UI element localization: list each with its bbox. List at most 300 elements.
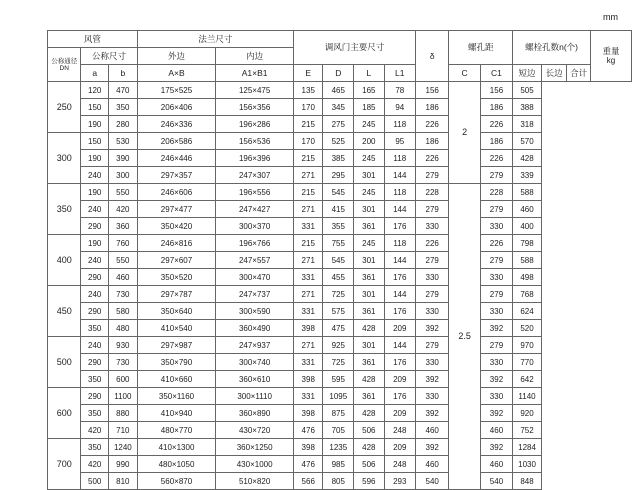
- data-cell: 95: [384, 133, 415, 150]
- data-cell: 295: [323, 167, 354, 184]
- data-cell: 361: [354, 303, 384, 320]
- data-cell: 500: [81, 473, 109, 490]
- data-cell: 360×490: [216, 320, 294, 337]
- data-cell: 420: [81, 422, 109, 439]
- delta-cell: 2: [449, 82, 480, 184]
- header-inner: 内边: [216, 48, 294, 65]
- data-cell: 460: [109, 269, 138, 286]
- data-cell: 297×607: [137, 252, 216, 269]
- data-cell: 206×586: [137, 133, 216, 150]
- data-cell: 361: [354, 388, 384, 405]
- data-cell: 550: [109, 252, 138, 269]
- table-row: [48, 150, 632, 167]
- data-cell: 247×557: [216, 252, 294, 269]
- table-row: [48, 201, 632, 218]
- C-cell: 186: [480, 99, 512, 116]
- data-cell: 185: [354, 99, 384, 116]
- data-cell: 118: [384, 184, 415, 201]
- data-cell: 350×790: [137, 354, 216, 371]
- table-row: [48, 371, 632, 388]
- data-cell: 331: [293, 269, 323, 286]
- C-cell: 540: [480, 473, 512, 490]
- header-A1xB1: A1×B1: [216, 65, 294, 82]
- C1-cell: 752: [513, 422, 542, 439]
- data-cell: 196×766: [216, 235, 294, 252]
- table-row: [48, 337, 632, 354]
- header-a: a: [81, 65, 109, 82]
- data-cell: 240: [81, 286, 109, 303]
- header-damper: 调风门主要尺寸: [293, 31, 415, 65]
- data-cell: 301: [354, 167, 384, 184]
- data-cell: 925: [323, 337, 354, 354]
- dn-cell: 500: [48, 337, 81, 388]
- data-cell: 880: [109, 405, 138, 422]
- C-cell: 460: [480, 422, 512, 439]
- data-cell: 1095: [323, 388, 354, 405]
- data-cell: 428: [354, 439, 384, 456]
- data-cell: 360×610: [216, 371, 294, 388]
- data-cell: 350×520: [137, 269, 216, 286]
- data-cell: 170: [293, 133, 323, 150]
- header-bolt-distance: 螺孔距: [449, 31, 513, 65]
- data-cell: 480: [109, 320, 138, 337]
- data-cell: 595: [323, 371, 354, 388]
- data-cell: 118: [384, 235, 415, 252]
- C-cell: 156: [480, 82, 512, 99]
- header-total: 合计: [567, 65, 591, 82]
- C1-cell: 400: [513, 218, 542, 235]
- data-cell: 226: [416, 235, 449, 252]
- data-cell: 545: [323, 184, 354, 201]
- data-cell: 144: [384, 201, 415, 218]
- table-row: [48, 473, 632, 490]
- header-flange: 法兰尺寸: [137, 31, 293, 48]
- data-cell: 428: [354, 371, 384, 388]
- data-cell: 190: [81, 235, 109, 252]
- data-cell: 810: [109, 473, 138, 490]
- data-cell: 350×420: [137, 218, 216, 235]
- header-E: E: [293, 65, 323, 82]
- data-cell: 297×357: [137, 167, 216, 184]
- data-cell: 430×1000: [216, 456, 294, 473]
- data-cell: 246×606: [137, 184, 216, 201]
- data-cell: 165: [354, 82, 384, 99]
- data-cell: 1240: [109, 439, 138, 456]
- header-L: L: [354, 65, 384, 82]
- data-cell: 480×770: [137, 422, 216, 439]
- data-cell: 1235: [323, 439, 354, 456]
- data-cell: 279: [416, 167, 449, 184]
- C-cell: 279: [480, 201, 512, 218]
- data-cell: 176: [384, 354, 415, 371]
- data-cell: 350: [109, 99, 138, 116]
- data-cell: 186: [416, 133, 449, 150]
- data-cell: 176: [384, 218, 415, 235]
- data-cell: 506: [354, 422, 384, 439]
- data-cell: 360×890: [216, 405, 294, 422]
- data-cell: 525: [323, 133, 354, 150]
- data-cell: 470: [109, 82, 138, 99]
- data-cell: 247×427: [216, 201, 294, 218]
- C-cell: 279: [480, 252, 512, 269]
- data-cell: 279: [416, 252, 449, 269]
- C1-cell: 428: [513, 150, 542, 167]
- data-cell: 94: [384, 99, 415, 116]
- header-C1: C1: [480, 65, 512, 82]
- data-cell: 190: [81, 150, 109, 167]
- data-cell: 331: [293, 388, 323, 405]
- data-cell: 410×540: [137, 320, 216, 337]
- data-cell: 301: [354, 201, 384, 218]
- data-cell: 297×987: [137, 337, 216, 354]
- data-cell: 580: [109, 303, 138, 320]
- C1-cell: 498: [513, 269, 542, 286]
- table-row: [48, 167, 632, 184]
- data-cell: 360×1250: [216, 439, 294, 456]
- C1-cell: 588: [513, 252, 542, 269]
- data-cell: 350: [81, 405, 109, 422]
- table-row: [48, 286, 632, 303]
- C1-cell: 388: [513, 99, 542, 116]
- data-cell: 300×590: [216, 303, 294, 320]
- data-cell: 475: [323, 320, 354, 337]
- table-row: [48, 218, 632, 235]
- data-cell: 392: [416, 405, 449, 422]
- data-cell: 125×475: [216, 82, 294, 99]
- data-cell: 215: [293, 184, 323, 201]
- data-cell: 875: [323, 405, 354, 422]
- data-cell: 540: [416, 473, 449, 490]
- data-cell: 156: [416, 82, 449, 99]
- data-cell: 301: [354, 337, 384, 354]
- data-cell: 476: [293, 456, 323, 473]
- data-cell: 1100: [109, 388, 138, 405]
- dn-cell: 400: [48, 235, 81, 286]
- C1-cell: 1030: [513, 456, 542, 473]
- data-cell: 398: [293, 371, 323, 388]
- data-cell: 200: [354, 133, 384, 150]
- data-cell: 506: [354, 456, 384, 473]
- data-cell: 206×406: [137, 99, 216, 116]
- table-row: [48, 405, 632, 422]
- C-cell: 330: [480, 354, 512, 371]
- data-cell: 480×1050: [137, 456, 216, 473]
- data-cell: 271: [293, 286, 323, 303]
- table-row: [48, 354, 632, 371]
- data-cell: 280: [109, 116, 138, 133]
- data-cell: 245: [354, 150, 384, 167]
- C-cell: 460: [480, 456, 512, 473]
- data-cell: 196×556: [216, 184, 294, 201]
- data-cell: 156×356: [216, 99, 294, 116]
- data-cell: 390: [109, 150, 138, 167]
- data-cell: 271: [293, 201, 323, 218]
- data-cell: 247×937: [216, 337, 294, 354]
- data-cell: 215: [293, 235, 323, 252]
- data-cell: 290: [81, 218, 109, 235]
- C-cell: 226: [480, 235, 512, 252]
- data-cell: 190: [81, 184, 109, 201]
- data-cell: 398: [293, 405, 323, 422]
- data-cell: 300×470: [216, 269, 294, 286]
- data-cell: 410×1300: [137, 439, 216, 456]
- C1-cell: 1140: [513, 388, 542, 405]
- data-cell: 150: [81, 99, 109, 116]
- data-cell: 279: [416, 337, 449, 354]
- C-cell: 279: [480, 337, 512, 354]
- data-cell: 725: [323, 354, 354, 371]
- data-cell: 350: [81, 320, 109, 337]
- C-cell: 330: [480, 218, 512, 235]
- data-cell: 247×307: [216, 167, 294, 184]
- data-cell: 300×740: [216, 354, 294, 371]
- data-cell: 135: [293, 82, 323, 99]
- data-cell: 430×720: [216, 422, 294, 439]
- data-cell: 215: [293, 150, 323, 167]
- data-cell: 226: [416, 150, 449, 167]
- C-cell: 226: [480, 150, 512, 167]
- data-cell: 460: [416, 422, 449, 439]
- header-AxB: A×B: [137, 65, 216, 82]
- table-row: [48, 422, 632, 439]
- data-cell: 392: [416, 371, 449, 388]
- data-cell: 209: [384, 439, 415, 456]
- table-row: [48, 439, 632, 456]
- table-row: [48, 184, 632, 201]
- data-cell: 290: [81, 303, 109, 320]
- dn-cell: 600: [48, 388, 81, 439]
- data-cell: 118: [384, 150, 415, 167]
- data-cell: 600: [109, 371, 138, 388]
- C-cell: 392: [480, 320, 512, 337]
- data-cell: 209: [384, 371, 415, 388]
- data-cell: 196×286: [216, 116, 294, 133]
- header-weight: 重量 kg: [590, 31, 631, 82]
- C1-cell: 848: [513, 473, 542, 490]
- data-cell: 566: [293, 473, 323, 490]
- data-cell: 290: [81, 354, 109, 371]
- data-cell: 575: [323, 303, 354, 320]
- C1-cell: 642: [513, 371, 542, 388]
- C-cell: 330: [480, 303, 512, 320]
- header-short: 短边: [513, 65, 542, 82]
- data-cell: 246×816: [137, 235, 216, 252]
- data-cell: 330: [416, 269, 449, 286]
- data-cell: 465: [323, 82, 354, 99]
- data-cell: 78: [384, 82, 415, 99]
- table-row: [48, 116, 632, 133]
- table-row: [48, 252, 632, 269]
- data-cell: 196×396: [216, 150, 294, 167]
- header-delta: δ: [416, 31, 449, 82]
- data-cell: 550: [109, 184, 138, 201]
- data-cell: 271: [293, 252, 323, 269]
- data-cell: 410×660: [137, 371, 216, 388]
- data-cell: 530: [109, 133, 138, 150]
- data-cell: 350×1160: [137, 388, 216, 405]
- data-cell: 990: [109, 456, 138, 473]
- data-cell: 248: [384, 422, 415, 439]
- table-row: [48, 303, 632, 320]
- C1-cell: 460: [513, 201, 542, 218]
- data-cell: 279: [416, 286, 449, 303]
- data-cell: 350: [81, 371, 109, 388]
- table-body: [48, 82, 632, 490]
- data-cell: 428: [354, 405, 384, 422]
- table-row: [48, 82, 632, 99]
- data-cell: 297×787: [137, 286, 216, 303]
- data-cell: 209: [384, 405, 415, 422]
- data-cell: 118: [384, 116, 415, 133]
- table-row: [48, 269, 632, 286]
- data-cell: 240: [81, 201, 109, 218]
- C-cell: 186: [480, 133, 512, 150]
- C1-cell: 970: [513, 337, 542, 354]
- data-cell: 415: [323, 201, 354, 218]
- data-cell: 985: [323, 456, 354, 473]
- C-cell: 330: [480, 269, 512, 286]
- data-cell: 209: [384, 320, 415, 337]
- C1-cell: 505: [513, 82, 542, 99]
- table-row: [48, 456, 632, 473]
- table-row: [48, 388, 632, 405]
- data-cell: 240: [81, 252, 109, 269]
- data-cell: 247×737: [216, 286, 294, 303]
- data-cell: 392: [416, 439, 449, 456]
- C1-cell: 768: [513, 286, 542, 303]
- data-cell: 156×536: [216, 133, 294, 150]
- header-b: b: [109, 65, 138, 82]
- data-cell: 279: [416, 201, 449, 218]
- C1-cell: 770: [513, 354, 542, 371]
- damper-spec-table: [47, 30, 632, 490]
- data-cell: 725: [323, 286, 354, 303]
- data-cell: 300: [109, 167, 138, 184]
- data-cell: 330: [416, 388, 449, 405]
- data-cell: 240: [81, 337, 109, 354]
- data-cell: 805: [323, 473, 354, 490]
- C-cell: 392: [480, 439, 512, 456]
- data-cell: 361: [354, 354, 384, 371]
- C-cell: 279: [480, 286, 512, 303]
- C1-cell: 318: [513, 116, 542, 133]
- data-cell: 331: [293, 303, 323, 320]
- data-cell: 301: [354, 286, 384, 303]
- delta-cell: 2.5: [449, 184, 480, 490]
- data-cell: 730: [109, 354, 138, 371]
- data-cell: 392: [416, 320, 449, 337]
- data-cell: 331: [293, 218, 323, 235]
- data-cell: 510×820: [216, 473, 294, 490]
- header-outer: 外边: [137, 48, 216, 65]
- data-cell: 150: [81, 133, 109, 150]
- table-row: [48, 133, 632, 150]
- data-cell: 360: [109, 218, 138, 235]
- data-cell: 245: [354, 235, 384, 252]
- data-cell: 460: [416, 456, 449, 473]
- data-cell: 398: [293, 320, 323, 337]
- table-row: [48, 235, 632, 252]
- data-cell: 455: [323, 269, 354, 286]
- data-cell: 300×1110: [216, 388, 294, 405]
- data-cell: 275: [323, 116, 354, 133]
- data-cell: 246×446: [137, 150, 216, 167]
- data-cell: 248: [384, 456, 415, 473]
- data-cell: 301: [354, 252, 384, 269]
- table-row: [48, 320, 632, 337]
- data-cell: 290: [81, 388, 109, 405]
- data-cell: 476: [293, 422, 323, 439]
- data-cell: 245: [354, 184, 384, 201]
- data-cell: 176: [384, 303, 415, 320]
- C1-cell: 798: [513, 235, 542, 252]
- data-cell: 246×336: [137, 116, 216, 133]
- data-cell: 755: [323, 235, 354, 252]
- unit-label: mm: [603, 12, 618, 22]
- data-cell: 420: [81, 456, 109, 473]
- data-cell: 428: [354, 320, 384, 337]
- data-cell: 361: [354, 218, 384, 235]
- header-D: D: [323, 65, 354, 82]
- data-cell: 293: [384, 473, 415, 490]
- C1-cell: 570: [513, 133, 542, 150]
- data-cell: 930: [109, 337, 138, 354]
- dn-cell: 450: [48, 286, 81, 337]
- data-cell: 176: [384, 388, 415, 405]
- data-cell: 330: [416, 303, 449, 320]
- data-cell: 730: [109, 286, 138, 303]
- data-cell: 330: [416, 218, 449, 235]
- data-cell: 215: [293, 116, 323, 133]
- data-cell: 300×370: [216, 218, 294, 235]
- data-cell: 245: [354, 116, 384, 133]
- data-cell: 186: [416, 99, 449, 116]
- data-cell: 350: [81, 439, 109, 456]
- data-cell: 144: [384, 337, 415, 354]
- data-cell: 175×525: [137, 82, 216, 99]
- dn-cell: 250: [48, 82, 81, 133]
- dn-cell: 700: [48, 439, 81, 490]
- data-cell: 410×940: [137, 405, 216, 422]
- data-cell: 176: [384, 269, 415, 286]
- C1-cell: 1284: [513, 439, 542, 456]
- data-cell: 271: [293, 167, 323, 184]
- C-cell: 392: [480, 371, 512, 388]
- header-C: C: [449, 65, 480, 82]
- C-cell: 228: [480, 184, 512, 201]
- data-cell: 330: [416, 354, 449, 371]
- data-cell: 560×870: [137, 473, 216, 490]
- data-cell: 120: [81, 82, 109, 99]
- C-cell: 226: [480, 116, 512, 133]
- C1-cell: 624: [513, 303, 542, 320]
- C-cell: 330: [480, 388, 512, 405]
- data-cell: 350×640: [137, 303, 216, 320]
- data-cell: 420: [109, 201, 138, 218]
- data-cell: 144: [384, 167, 415, 184]
- data-cell: 385: [323, 150, 354, 167]
- data-cell: 710: [109, 422, 138, 439]
- data-cell: 144: [384, 286, 415, 303]
- header-bolt-count: 螺栓孔数n(个): [513, 31, 591, 65]
- data-cell: 240: [81, 167, 109, 184]
- data-cell: 596: [354, 473, 384, 490]
- data-cell: 545: [323, 252, 354, 269]
- header-long: 长边: [541, 65, 566, 82]
- data-cell: 345: [323, 99, 354, 116]
- header-dn: 公称通径DN: [48, 48, 81, 82]
- data-cell: 361: [354, 269, 384, 286]
